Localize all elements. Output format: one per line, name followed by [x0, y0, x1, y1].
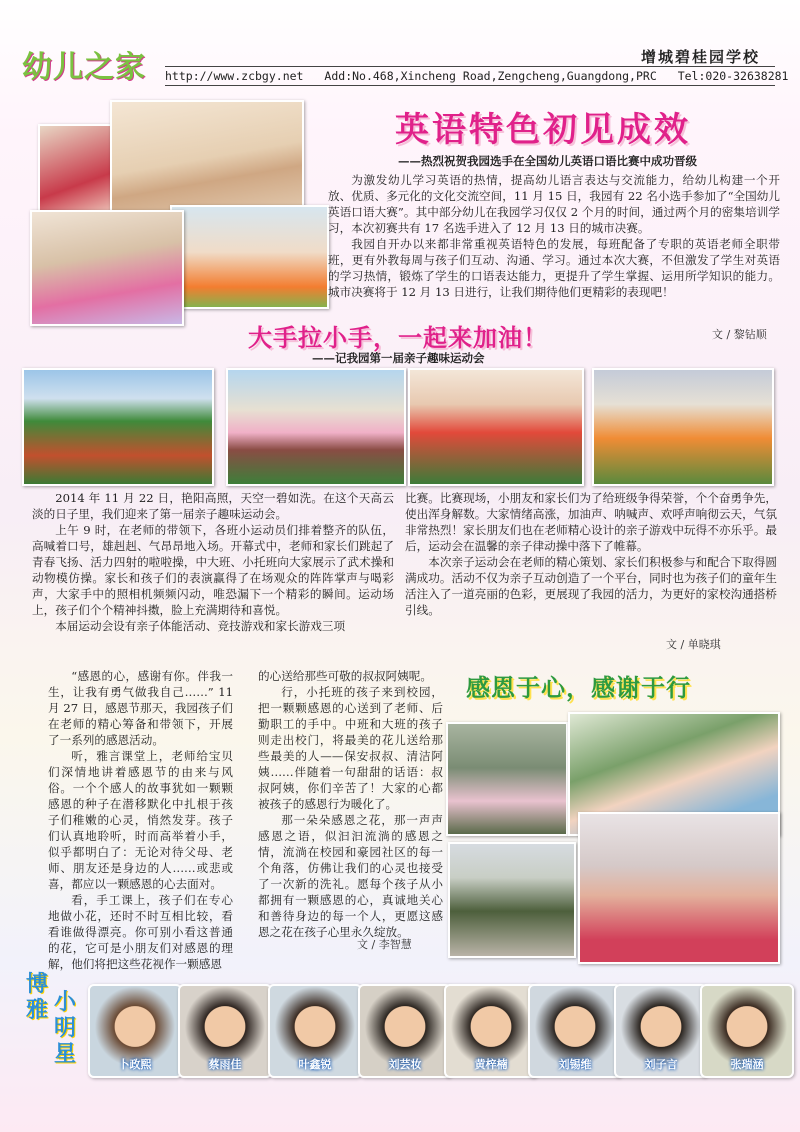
info-bar	[165, 66, 789, 86]
article2-paragraph: 比赛。比赛现场，小朋友和家长们为了给班级争得荣誉，个个奋勇争先，使出浑身解数。大家情绪高涨，加油声、呐喊声、欢呼声响彻云天，气氛非常热烈！家长朋友们也在老师精心设计的亲子游戏中玩得不亦乐乎。最后，运动会在温馨的亲子律动操中落下了帷幕。	[405, 491, 777, 553]
website-url[interactable]: http://www.zcbgy.net	[165, 69, 304, 83]
student-photo	[528, 984, 622, 1078]
photo-girl-speaking	[38, 124, 112, 224]
article1-paragraph: 我园自开办以来都非常重视英语特色的发展，每班配备了专职的英语老师全职带班，更有外教每周与孩子们互动、沟通、学习。通过本次大赛，不但激发了学生对英语的学习热情，锻炼了学生的口语表达能力，更提升了学生掌握、运用所学知识的能力。城市决赛将于 12 月 13 日进行，让我们期待他们更精彩的表现吧！	[328, 237, 780, 299]
article3-paragraph: 听，雅言课堂上，老师给宝贝们深情地讲着感恩节的由来与风俗。一个个感人的故事犹如一颗颗感恩的种子在潜移默化中扎根于孩子们稚嫩的心灵，悄然发芽。孩子们认真地聆听，时而高举着小手，似乎都明白了：无论对待父母、老师、朋友还是身边的人……或悲或喜，都应以一颗感恩的心去面对。	[48, 749, 233, 891]
student-photo	[614, 984, 708, 1078]
photo-parents-running	[226, 368, 406, 486]
photo-children-table	[30, 210, 184, 326]
article1-body	[328, 172, 780, 300]
article1-title: 英语特色初见成效	[395, 110, 691, 150]
photo-foot-washing	[578, 812, 780, 964]
article3-paragraph: 行，小托班的孩子来到校园，把一颗颗感恩的心送到了老师、后勤职工的手中。中班和大班的孩子则走出校门，将最美的花儿送给那些最美的人——保安叔叔、清洁阿姨……伴随着一句甜甜的话语：叔叔阿姨，你们辛苦了！大家的心都被孩子的感恩行为暖化了。	[258, 685, 443, 811]
stars-label-char: 星	[54, 1042, 77, 1067]
photo-gift-to-cleaner	[446, 722, 568, 836]
student-name: 刘锡维	[558, 1058, 592, 1071]
student-name: 叶鑫锐	[298, 1058, 332, 1071]
student-name: 张瑞涵	[730, 1058, 764, 1071]
photo-tent-crowd	[592, 368, 774, 486]
article2-subtitle: ——记我园第一届亲子趣味运动会	[312, 351, 485, 365]
photo-guards-receiving	[448, 842, 576, 958]
article2-title: 大手拉小手，一起来加油！	[248, 324, 548, 352]
article2-right-column	[405, 490, 777, 618]
stars-label-char: 雅	[26, 998, 49, 1023]
stars-label-char: 明	[54, 1016, 77, 1041]
student-name: 刘芸妆	[388, 1058, 422, 1071]
student-photo	[358, 984, 452, 1078]
photo-sports-field	[22, 368, 214, 486]
newsletter-logo: 幼儿之家	[22, 50, 146, 85]
article2-paragraph: 本届运动会设有亲子体能活动、竞技游戏和家长游戏三项	[55, 619, 346, 633]
article3-title: 感恩于心，感谢于行	[466, 674, 691, 702]
photo-relay-race	[408, 368, 584, 486]
article2-paragraph: 本次亲子运动会在老师的精心策划、家长们积极参与和配合下取得圆满成功。活动不仅为亲子互动创造了一个平台，同时也为孩子们的童年生活注入了一道亮丽的色彩，更展现了我园的活力，为更好的家校沟通搭桥引线。	[405, 555, 777, 617]
student-name: 卜政熙	[118, 1058, 152, 1071]
tel-text: Tel:020-32638281	[677, 69, 789, 83]
stars-label-char: 博	[26, 972, 49, 997]
student-name: 黄梓楠	[474, 1058, 508, 1071]
student-photo	[700, 984, 794, 1078]
article1-paragraph: 为激发幼儿学习英语的热情，提高幼儿语言表达与交流能力，给幼儿构建一个开放、优质、多元化的文化交流空间，11 月 15 日，我园有 22 名小选手参加了“全国幼儿英语口语大赛”。其中部分幼儿在我园学习仅仅 2 个月的时间，通过两个月的密集培训学习，本次初赛共有 17 名选手进入了 12 月 13 日的城市决赛。	[328, 173, 780, 235]
article3-paragraph: 那一朵朵感恩之花，那一声声感恩之语，似汩汩流淌的感恩之情，流淌在校园和豪园社区的每一个角落，仿佛让我们的心灵也接受了一次新的洗礼。愿每个孩子从小都拥有一颗感恩的心，真诚地关心和善待身边的每一个人，更愿这感恩之花在孩子心里永久绽放。	[258, 813, 443, 939]
photo-children-group	[170, 205, 329, 309]
article2-paragraph: 上午 9 时，在老师的带领下，各班小运动员们排着整齐的队伍，高喊着口号，雄赳赳、气昂昂地入场。开幕式中，老师和家长们跳起了青春飞扬、活力四射的啦啦操，中大班、小托班向大家展示了武术操和动物模仿操。家长和孩子们的表演赢得了在场观众的阵阵掌声与喝彩声，大家手中的照相机频频闪动，唯恐漏下一个精彩的瞬间。运动场上，孩子们个个精神抖擞，脸上充满期待和喜悦。	[32, 523, 394, 617]
article3-paragraph: 看，手工课上，孩子们在专心地做小花，还时不时互相比较，看看谁做得漂亮。你可别小看这普通的花，它可是小朋友们对感恩的理解，他们将把这些花视作一颗感恩	[48, 893, 233, 971]
student-photo	[268, 984, 362, 1078]
stars-label-char: 小	[54, 990, 77, 1015]
article2-signature: 文 / 单晓琪	[666, 638, 721, 651]
article1-signature: 文 / 黎钻顺	[712, 328, 767, 341]
article3-signature: 文 / 李智慧	[357, 938, 412, 951]
stars-label-right	[54, 990, 78, 1068]
article3-paragraph: 的心送给那些可敬的叔叔阿姨呢。	[258, 669, 432, 683]
article3-col2	[258, 668, 443, 940]
student-name: 刘子言	[644, 1058, 678, 1071]
student-photo	[178, 984, 272, 1078]
student-photo	[88, 984, 182, 1078]
article1-subtitle: ——热烈祝贺我园选手在全国幼儿英语口语比赛中成功晋级	[398, 154, 697, 168]
article2-paragraph: 2014 年 11 月 22 日，艳阳高照，天空一碧如洗。在这个天高云淡的日子里，我们迎来了第一届亲子趣味运动会。	[32, 491, 394, 521]
article3-col1	[48, 668, 233, 972]
school-name: 增城碧桂园学校	[640, 48, 760, 66]
article3-paragraph: “感恩的心，感谢有你。伴我一生，让我有勇气做我自己……” 11 月 27 日，感恩节那天，我园孩子们在老师的精心筹备和带领下，开展了一系列的感恩活动。	[48, 669, 233, 747]
stars-label-left	[26, 972, 50, 1024]
student-photo	[444, 984, 538, 1078]
address-text: Add:No.468,Xincheng Road,Zengcheng,Guangdong,PRC	[324, 69, 657, 83]
article2-left-column	[32, 490, 394, 634]
student-name: 蔡雨佳	[208, 1058, 242, 1071]
